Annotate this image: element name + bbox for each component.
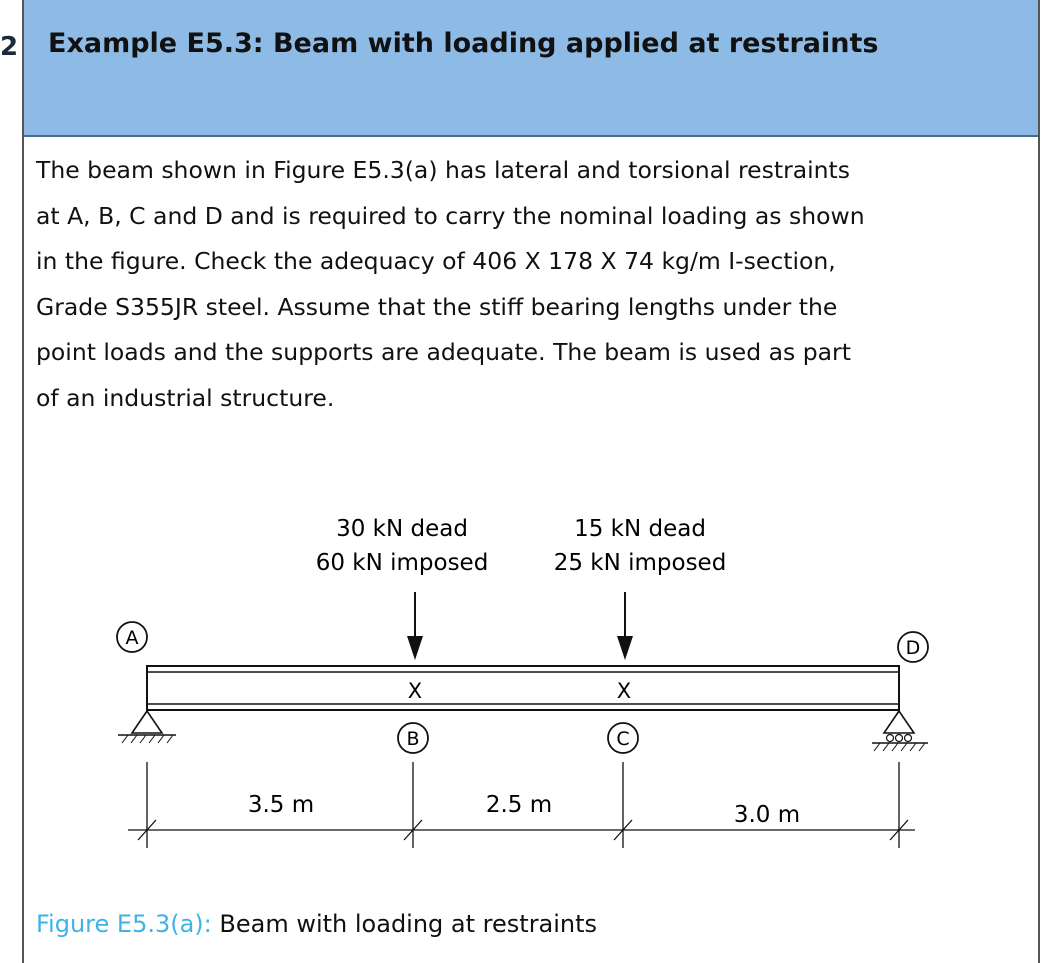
- svg-text:B: B: [406, 728, 420, 750]
- statement-line: in the figure. Check the adequacy of 406 X 178 X 74 kg/m I-section,: [36, 247, 836, 275]
- span-cd-label: 3.0 m: [733, 802, 801, 828]
- example-title: Example E5.3: Beam with loading applied at restraints: [48, 28, 879, 59]
- statement-line: Grade S355JR steel. Assume that the stiff bearing lengths under the: [36, 292, 838, 321]
- pin-support-a: [118, 711, 176, 743]
- load-arrow-b: [407, 592, 423, 660]
- label-b: [398, 723, 428, 753]
- svg-text:C: C: [616, 728, 630, 750]
- beam: [147, 666, 899, 710]
- statement-line: of an industrial structure.: [36, 383, 335, 412]
- roller-support-d: [872, 711, 928, 751]
- load-arrow-c: [617, 592, 633, 660]
- statement-line: at A, B, C and D and is required to carry the nominal loading as shown: [36, 201, 865, 230]
- caption-text: Beam with loading at restraints: [211, 910, 598, 938]
- label-d: [898, 632, 928, 662]
- caption-label: Figure E5.3(a):: [36, 910, 212, 938]
- load1-imposed-label: 60 kN imposed: [315, 550, 489, 576]
- label-c: [608, 723, 638, 753]
- figure-caption: [36, 910, 597, 938]
- row-number: 2: [0, 32, 19, 62]
- load2-dead-label: 15 kN dead: [574, 516, 706, 542]
- svg-text:D: D: [905, 637, 921, 659]
- span-bc-label: 2.5 m: [485, 792, 553, 818]
- restraint-mark-c: X: [616, 679, 632, 703]
- restraint-mark-b: X: [407, 679, 423, 703]
- svg-text:A: A: [125, 627, 139, 649]
- label-a: [117, 622, 147, 652]
- statement-line: point loads and the supports are adequate. The beam is used as part: [36, 338, 851, 366]
- load2-imposed-label: 25 kN imposed: [553, 550, 727, 576]
- load1-dead-label: 30 kN dead: [336, 516, 468, 542]
- span-ab-label: 3.5 m: [247, 792, 315, 818]
- statement-line: The beam shown in Figure E5.3(a) has lateral and torsional restraints: [36, 156, 851, 184]
